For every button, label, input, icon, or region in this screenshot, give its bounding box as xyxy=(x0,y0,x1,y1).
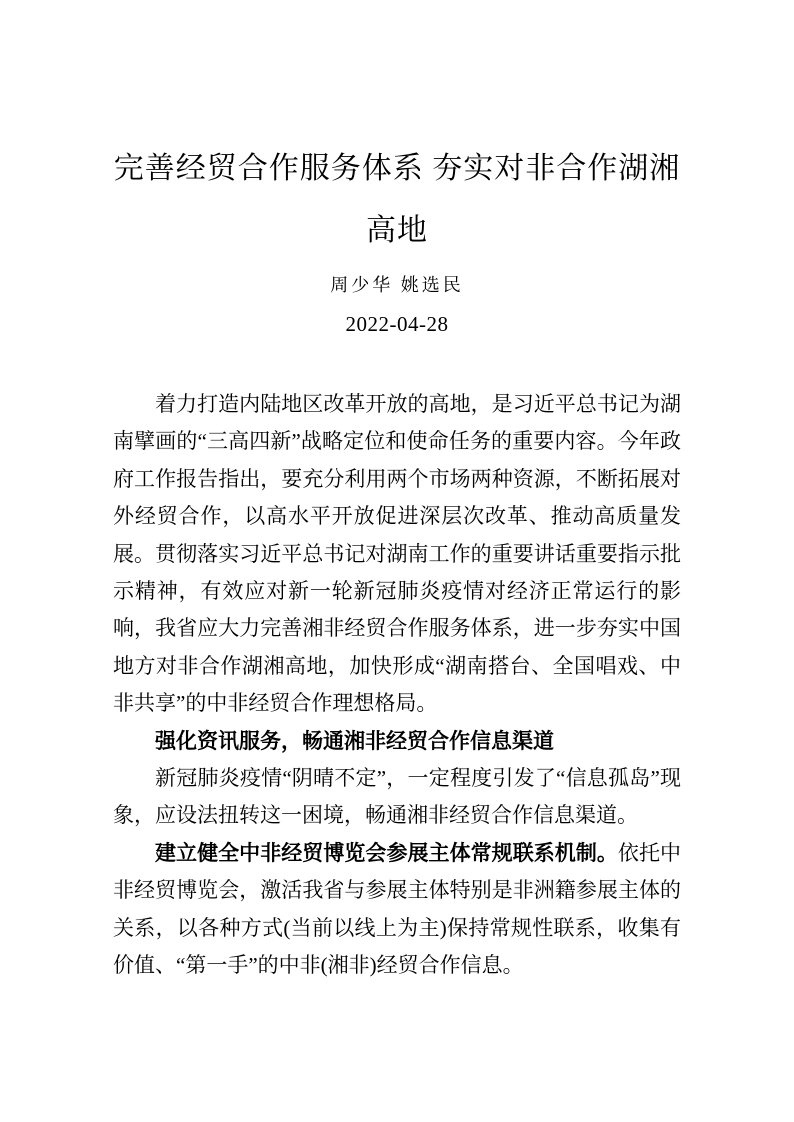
paragraph-lead-sentence: 建立健全中非经贸博览会参展主体常规联系机制。 xyxy=(155,840,618,865)
paragraph-mechanism xyxy=(113,835,681,985)
paragraph-rest: 依托中非经贸博览会，激活我省与参展主体特别是非洲籍参展主体的关系，以各种方式(当前以线上为主)保持常规性联系，收集有价值、“第一手”的中非(湘非)经贸合作信息。 xyxy=(113,840,682,978)
publish-date: 2022-04-28 xyxy=(345,312,449,336)
title-line-2: 高地 xyxy=(366,214,428,247)
authors: 周少华 姚选民 xyxy=(330,275,464,295)
paragraph-info-channel: 新冠肺炎疫情“阴晴不定”，一定程度引发了“信息孤岛”现象，应设法扭转这一困境，畅通湘非经贸合作信息渠道。 xyxy=(113,766,681,828)
paragraph-intro: 着力打造内陆地区改革开放的高地，是习近平总书记为湖南擘画的“三高四新”战略定位和使命任务的重要内容。今年政府工作报告指出，要充分利用两个市场两种资源，不断拓展对外经贸合作，以高水平开放促进深层次改革、推动高质量发展。贯彻落实习近平总书记对湖南工作的重要讲话重要指示批示精神，有效应对新一轮新冠肺炎疫情对经济正常运行的影响，我省应大力完善湘非经贸合作服务体系，进一步夯实中国地方对非合作湖湘高地，加快形成“湖南搭台、全国唱戏、中非共享”的中非经贸合作理想格局。 xyxy=(113,392,681,716)
document-body xyxy=(113,386,681,985)
title-line-1: 完善经贸合作服务体系 夯实对非合作湖湘 xyxy=(113,152,681,185)
document-title xyxy=(113,138,681,262)
section-heading: 强化资讯服务，畅通湘非经贸合作信息渠道 xyxy=(155,729,554,753)
